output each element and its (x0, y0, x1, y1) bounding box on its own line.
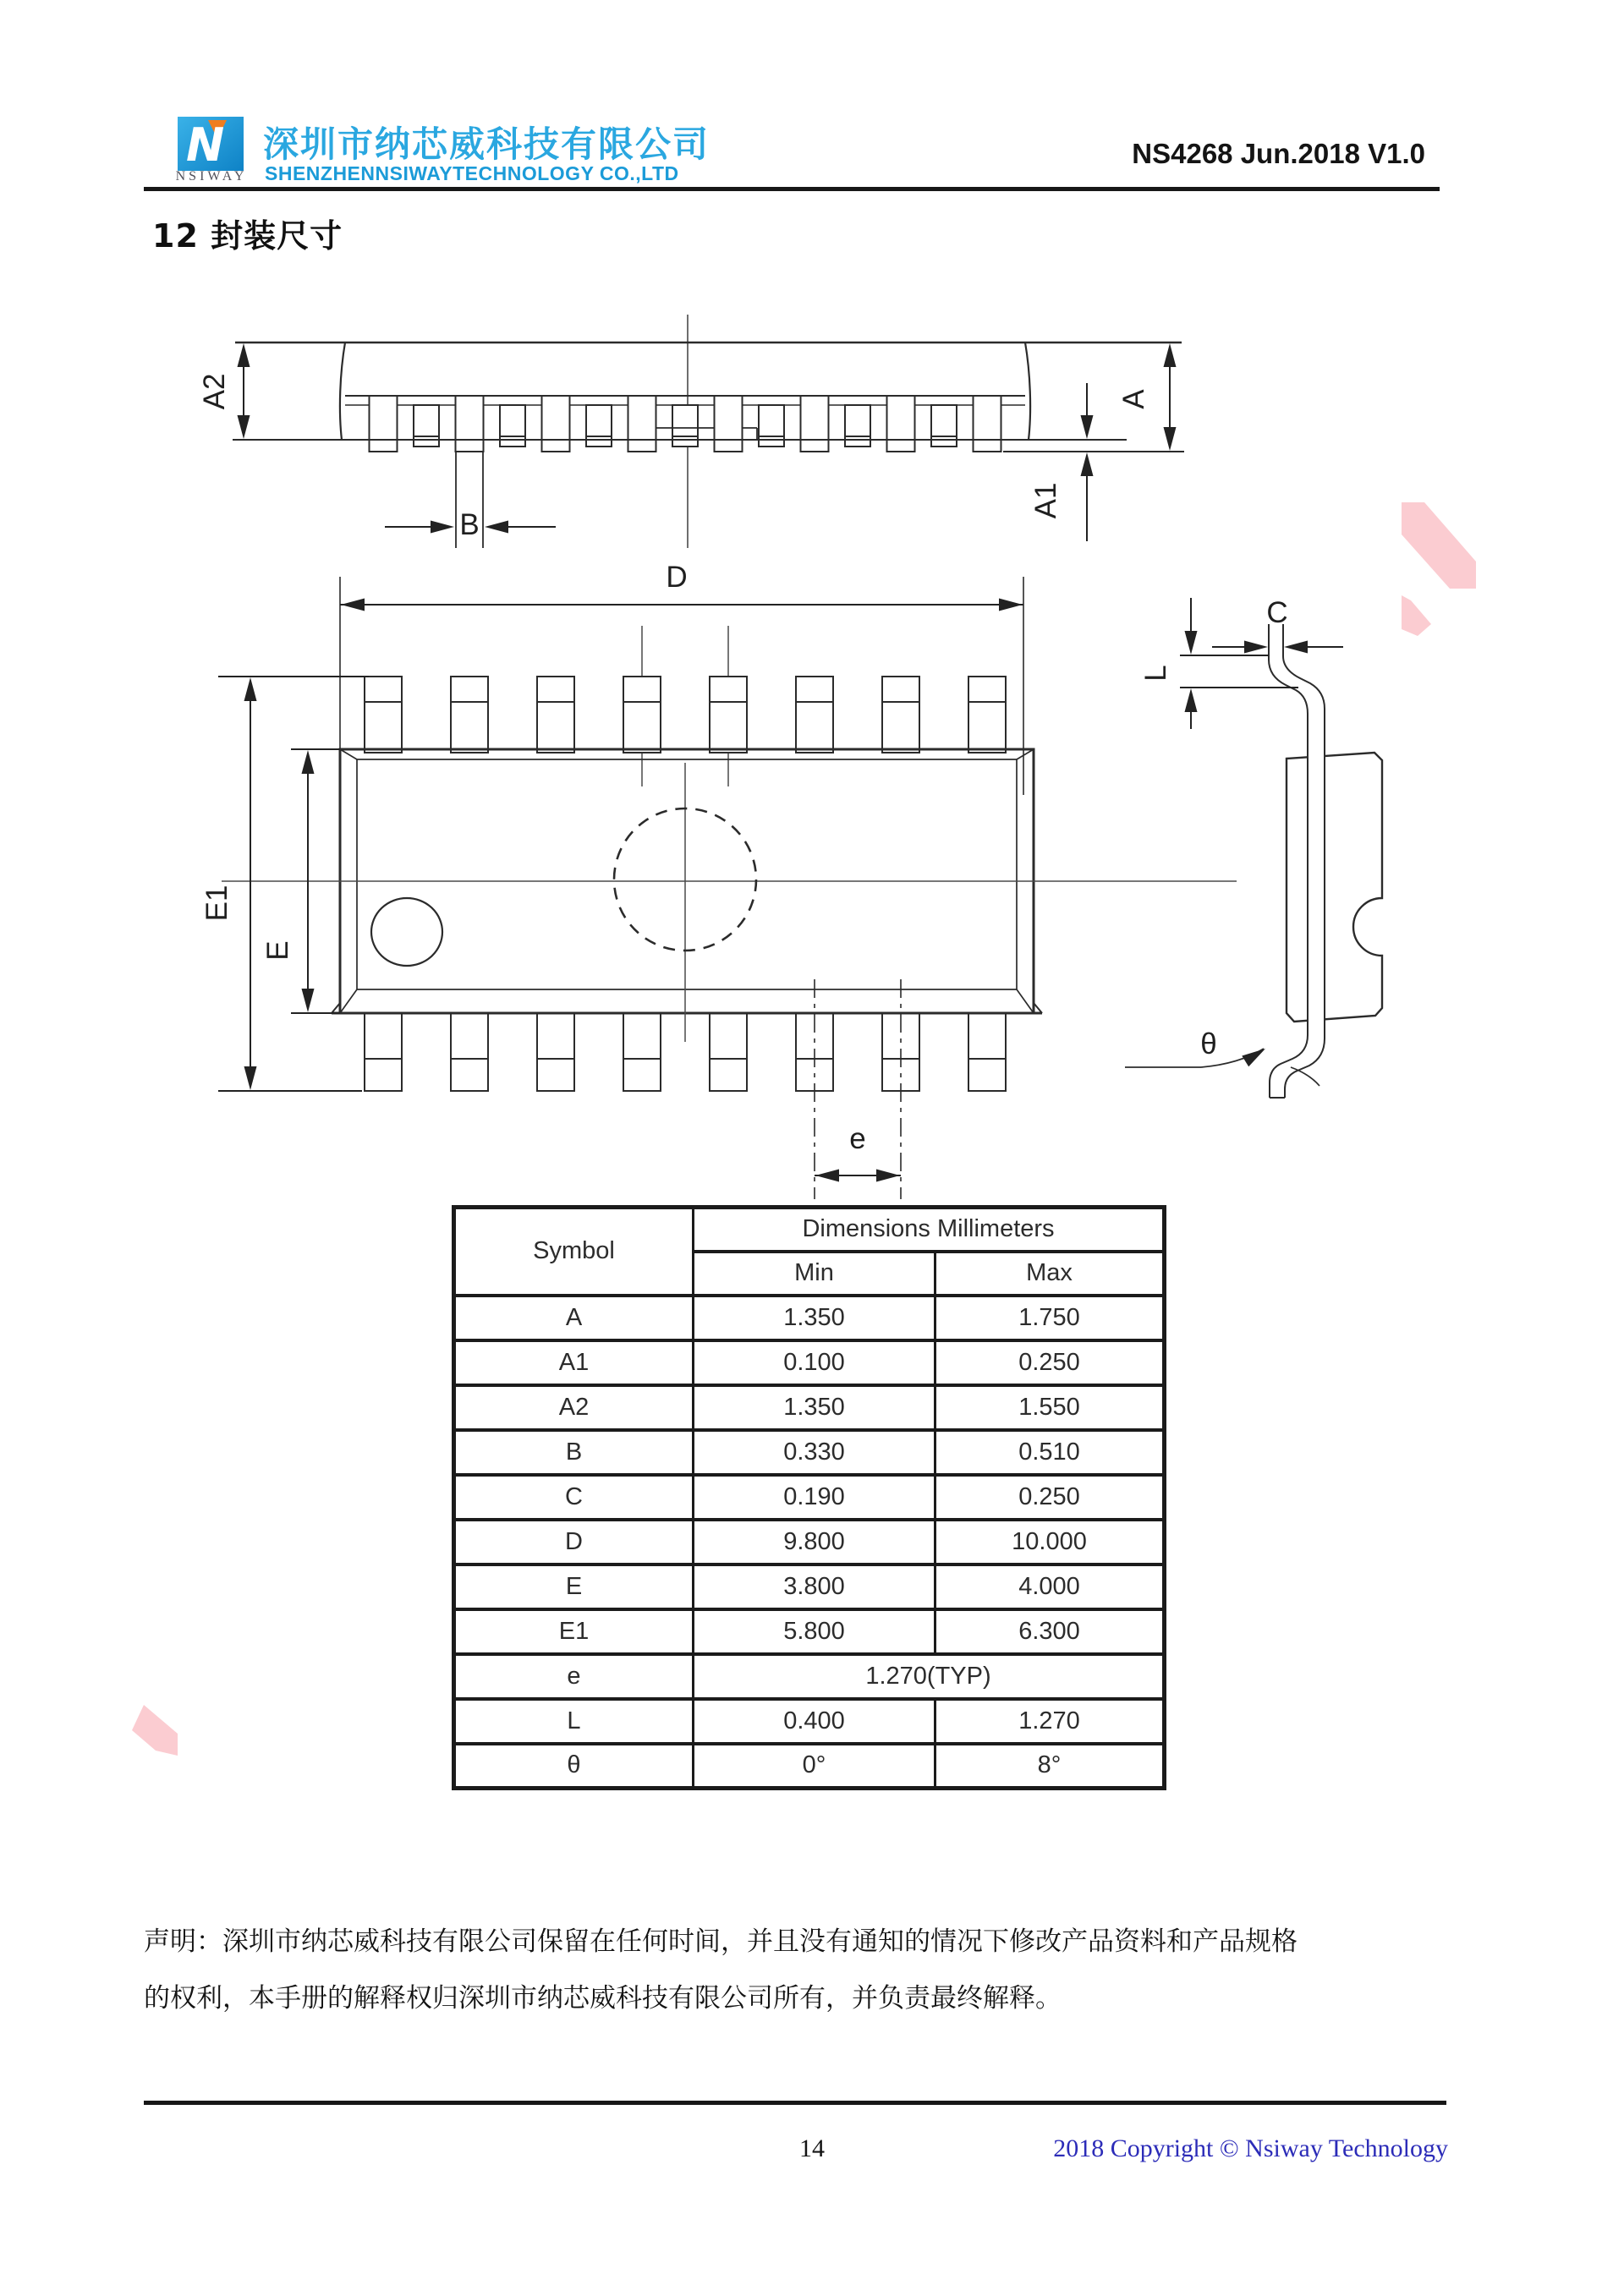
cell-symbol: A (454, 1296, 694, 1340)
cell-min: 3.800 (694, 1564, 935, 1609)
dim-label-b: B (459, 508, 480, 541)
footer-rule (144, 2101, 1446, 2105)
dim-label-a2: A2 (198, 373, 231, 410)
cell-min: 0.330 (694, 1430, 935, 1475)
top-view-dim-labels (200, 561, 866, 1155)
disclaimer-line-2: 的权利，本手册的解释权归深圳市纳芯威科技有限公司所有，并负责最终解释。 (144, 1983, 1062, 2013)
cell-max: 0.510 (935, 1430, 1165, 1475)
col-header-dimensions: Dimensions Millimeters (694, 1208, 1165, 1252)
cell-min: 9.800 (694, 1520, 935, 1564)
company-name-cn: 深圳市纳芯威科技有限公司 (263, 123, 710, 165)
table-row (454, 1340, 1165, 1385)
company-name-en: SHENZHENNSIWAYTECHNOLOGY CO.,LTD (265, 162, 679, 184)
cell-min: 0.100 (694, 1340, 935, 1385)
cell-symbol: C (454, 1475, 694, 1520)
table-row (454, 1430, 1165, 1475)
profile-body-outline (1287, 753, 1382, 1022)
cell-max: 8° (935, 1744, 1165, 1789)
table-row (454, 1475, 1165, 1520)
cell-symbol: e (454, 1654, 694, 1699)
table-row (454, 1699, 1165, 1744)
dim-label-theta: θ (1200, 1027, 1217, 1060)
page-number: 14 (799, 2134, 825, 2162)
profile-view-dim-labels (1139, 596, 1288, 1060)
cell-span-value: 1.270(TYP) (694, 1654, 1165, 1699)
table-header-row-1 (454, 1208, 1165, 1252)
cell-max: 0.250 (935, 1475, 1165, 1520)
cell-min: 5.800 (694, 1609, 935, 1654)
cell-symbol: A1 (454, 1340, 694, 1385)
pin1-marker-circle (371, 898, 442, 966)
cell-symbol: E1 (454, 1609, 694, 1654)
svg-text:N: N (186, 118, 225, 172)
cell-symbol: D (454, 1520, 694, 1564)
cell-max: 1.750 (935, 1296, 1165, 1340)
cell-symbol: A2 (454, 1385, 694, 1430)
company-logo (178, 117, 245, 173)
cell-min: 0.190 (694, 1475, 935, 1520)
dim-label-a: A (1117, 389, 1150, 409)
dim-label-e-pitch: e (849, 1122, 866, 1155)
top-view-drawing (222, 577, 1237, 1199)
col-header-max: Max (935, 1252, 1165, 1296)
dim-label-c: C (1266, 596, 1288, 629)
table-row (454, 1744, 1165, 1789)
cell-symbol: E (454, 1564, 694, 1609)
section-title: 12 封装尺寸 (152, 217, 343, 255)
nsiway-logo-icon (178, 117, 245, 173)
cell-min: 0.400 (694, 1699, 935, 1744)
table-row (454, 1385, 1165, 1430)
dim-label-a1: A1 (1029, 482, 1062, 519)
cell-min: 1.350 (694, 1385, 935, 1430)
table-row (454, 1609, 1165, 1654)
cell-min: 1.350 (694, 1296, 935, 1340)
cell-max: 1.550 (935, 1385, 1165, 1430)
logo-brand-text: NSIWAY (175, 169, 248, 184)
disclaimer-text (144, 1913, 1497, 2026)
cell-symbol: B (454, 1430, 694, 1475)
cell-symbol: L (454, 1699, 694, 1744)
header-rule (144, 187, 1440, 191)
document-id: NS4268 Jun.2018 V1.0 (1132, 138, 1425, 169)
dimensions-table (452, 1205, 1166, 1790)
cell-symbol: θ (454, 1744, 694, 1789)
dim-label-l: L (1139, 665, 1172, 682)
dim-label-d: D (666, 561, 688, 594)
cell-max: 0.250 (935, 1340, 1165, 1385)
col-header-min: Min (694, 1252, 935, 1296)
profile-view-drawing (1125, 624, 1382, 1098)
cell-max: 10.000 (935, 1520, 1165, 1564)
copyright-text: 2018 Copyright © Nsiway Technology (1053, 2134, 1448, 2162)
dim-label-e1: E1 (200, 885, 233, 922)
disclaimer-line-1: 声明：深圳市纳芯威科技有限公司保留在任何时间，并且没有通知的情况下修改产品资料和产品规格 (144, 1926, 1298, 1956)
table-row (454, 1654, 1165, 1699)
cell-max: 1.270 (935, 1699, 1165, 1744)
profile-view-arrowheads (1185, 631, 1309, 1066)
cell-max: 6.300 (935, 1609, 1165, 1654)
col-header-symbol: Symbol (454, 1208, 694, 1296)
cell-min: 0° (694, 1744, 935, 1789)
dim-label-e-width: E (261, 940, 294, 961)
table-row (454, 1296, 1165, 1340)
table-row (454, 1520, 1165, 1564)
table-row (454, 1564, 1165, 1609)
cell-max: 4.000 (935, 1564, 1165, 1609)
